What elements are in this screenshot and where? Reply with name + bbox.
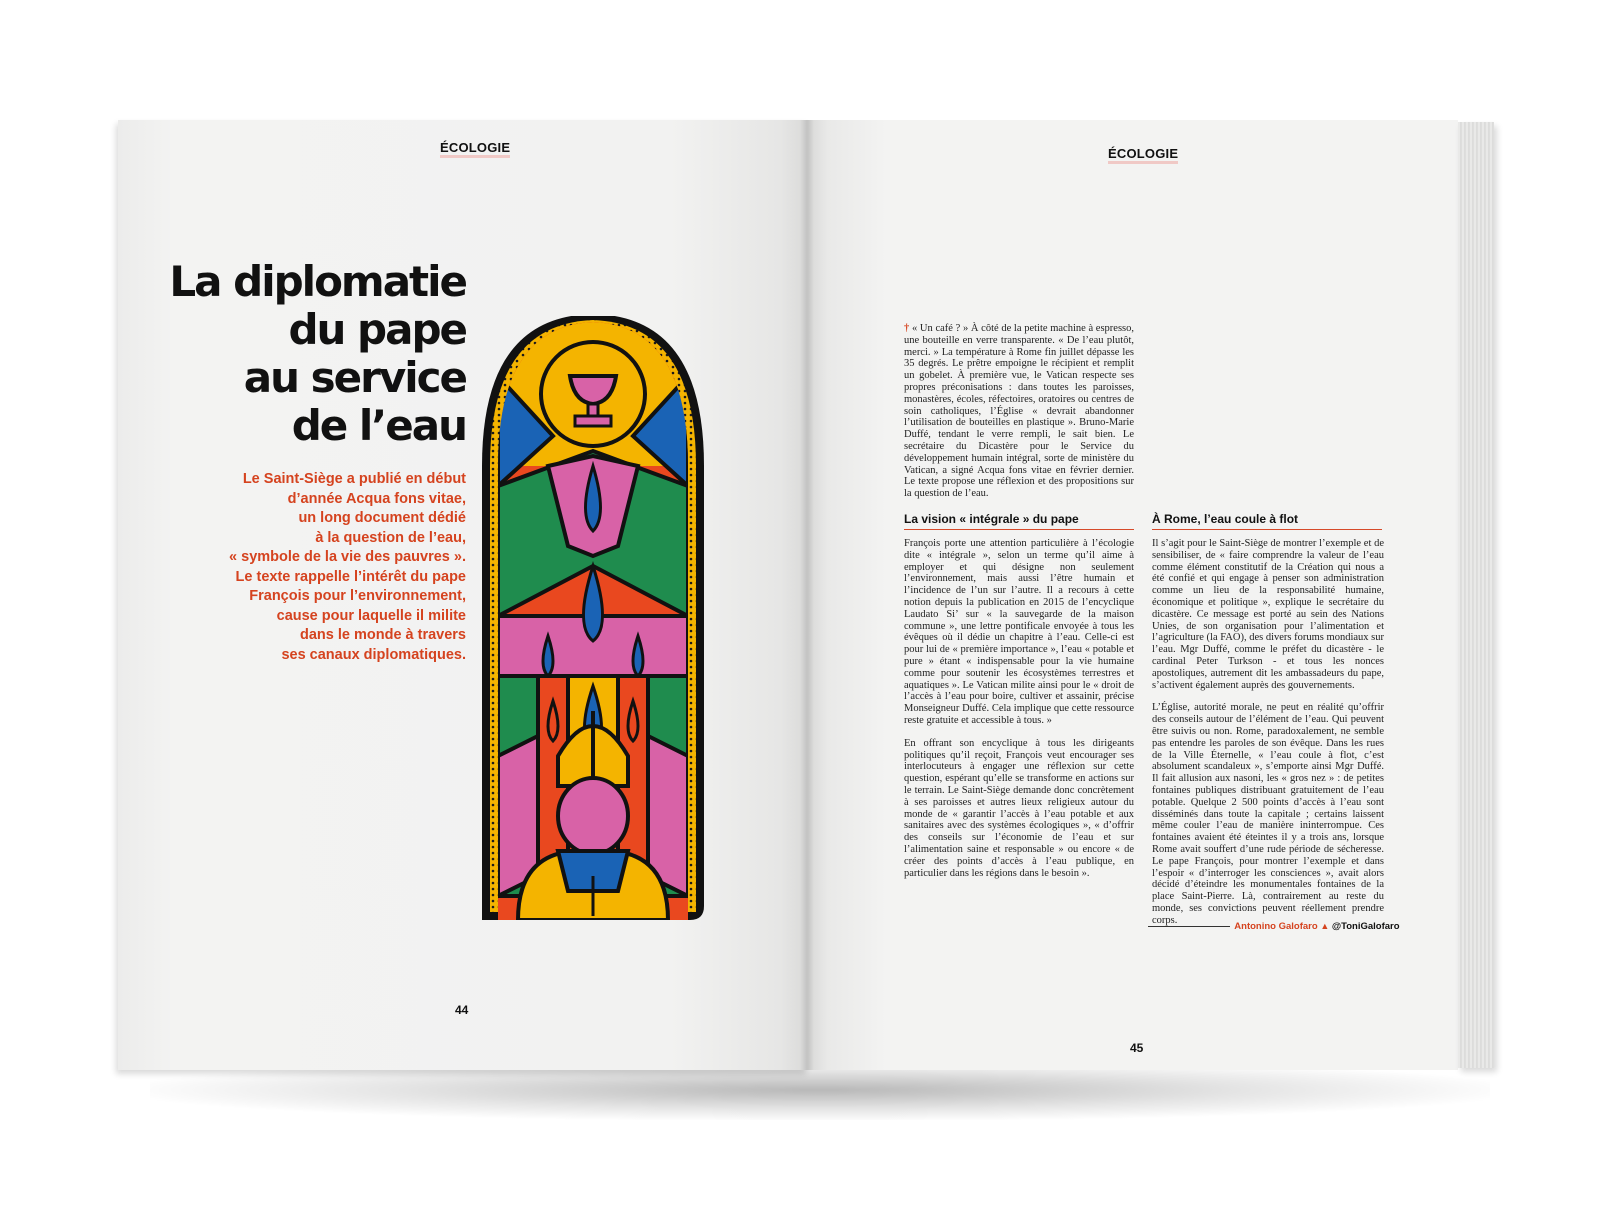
- author-name: Antonino Galofaro: [1234, 921, 1318, 932]
- subhead-rome: À Rome, l’eau coule à flot: [1152, 512, 1382, 530]
- column-1: [904, 538, 1134, 890]
- bird-icon: ▲: [1320, 921, 1330, 931]
- left-section-tag: [440, 140, 510, 155]
- headline-line-1: La diplomatie: [169, 257, 466, 306]
- column-1-paragraph-1: François porte une attention particulière à l’écologie dite « intégrale », selon un terme qu’il aime à employer et qui désigne non seulement l’environnement, mais aussi l’être humain et l’incidence de l’un sur l’autre. Il a recours à cette notion depuis la publication en 2015 de l’encyclique Laudato Si’ sur « la sauvegarde de la maison commune », une lettre pontificale envoyée à tous les évêques où il dédie un chapitre à l’eau. Celle-ci est pour lui de « première importance », l’eau « potable et pure » étant « indispensable pour la vie humaine comme pour soutenir les écosystèmes terrestres et aquatiques ». Le Vatican milite ainsi pour le « droit de l’accès à l’eau pour boire, cultiver et assainir, précise Monseigneur Duffé. Cela implique que cette ressource reste gratuite et accessible à tous. »: [904, 538, 1134, 726]
- intro-text: « Un café ? » À côté de la petite machine à espresso, une bouteille en verre transparente. « De l’eau plutôt, merci. » La température à Rome fin juillet dépasse les 35 degrés. Le prêtre empoigne le récipient et remplit un gobelet. À première vue, le Vatican respecte ses propres préconisations : dans toutes les paroisses, monastères, écoles, réfectoires, oratoires ou centres de soin catholiques, l’Église « devrait abandonner l’utilisation de bouteilles en plastique ». Bruno-Marie Duffé, tendant le verre rempli, le sait bien. Le secrétaire du Dicastère pour le Service du développement humain intégral, sorte de ministère du Vatican, a signé Acqua fons vitae en février dernier. Le texte propose une réflexion et des propositions sur la question de l’eau.: [904, 323, 1135, 500]
- headline-line-2: du pape: [288, 305, 466, 354]
- standfirst-line: un long document dédié: [298, 510, 466, 526]
- standfirst-line: François pour l’environnement,: [249, 588, 466, 604]
- intro-mark: †: [904, 323, 910, 334]
- column-2-paragraph-1: Il s’agit pour le Saint-Siège de montrer l’exemple et de sensibiliser, de « faire comprendre la valeur de l’eau comme élément constitutif de la Création qui nous a été confié et qui engage à penser son administration comme un lieu de la responsabilité humaine, économique et politique », explique le secrétaire du dicastère. Ce message est porté au sein des Nations Unies, de son organisation pour l’alimentation et l’agriculture (la FAO), des divers forums mondiaux sur l’eau. Mgr Duffé, comme le préfet du dicastère - le cardinal Peter Turkson - et tous les nonces apostoliques, autrement dit les ambassadeurs du pape, s’activent également auprès des gouvernements.: [1152, 538, 1384, 691]
- page-edges: [1458, 122, 1494, 1068]
- left-page-number: 44: [455, 1003, 469, 1017]
- spine-fold: [800, 120, 814, 1070]
- column-2: [1152, 538, 1384, 938]
- headline: [126, 258, 466, 450]
- standfirst-line: cause pour laquelle il milite: [276, 607, 466, 624]
- standfirst-line: à la question de l’eau,: [315, 529, 466, 546]
- headline-line-4: de l’eau: [291, 401, 466, 450]
- signature-rule: [1148, 926, 1230, 927]
- right-page-number: 45: [1130, 1041, 1144, 1055]
- right-section-label: ÉCOLOGIE: [1108, 146, 1178, 164]
- standfirst-line: ses canaux diplomatiques.: [281, 646, 466, 663]
- left-section-label: ÉCOLOGIE: [440, 140, 510, 158]
- standfirst-line: Le Saint-Siège a publié en début: [242, 471, 466, 487]
- column-1-paragraph-2: En offrant son encyclique à tous les dirigeants politiques qu’il reçoit, François veut encourager ses interlocuteurs à engager une réflexion sur cette question, espérant qu’elle se transforme en actions sur le terrain. Le Saint-Siège demande donc concrètement à ses paroisses et autres lieux religieux autour du monde de « garantir l’accès à l’eau potable et aux sanitaires avec des systèmes écologiques », « d’offrir des conseils sur l’économie de l’eau et sur l’alimentation saine et responsable » ou encore « de créer des points d’accès à l’eau publique, en particulier dans les régions dans le besoin ».: [904, 737, 1134, 879]
- standfirst-line: « symbole de la vie des pauvres ».: [229, 549, 466, 565]
- author-handle: @ToniGalofaro: [1331, 921, 1400, 932]
- standfirst-line: dans le monde à travers: [299, 627, 466, 643]
- standfirst: [226, 470, 466, 665]
- author-signature: [1148, 921, 1400, 932]
- column-2-paragraph-2: L’Église, autorité morale, ne peut en réalité qu’offrir des conseils autour de l’élément de l’eau. Qui peuvent être suivis ou non. Rome, paradoxalement, ne semble pas entendre les paroles de son évêque. Dans les rues de la Ville Éternelle, « l’eau coule à flot, c’est absolument scandaleux », s’emporte ainsi Mgr Duffé. Il fait allusion aux nasoni, les « gros nez » : de petites fontaines publiques distribuant gratuitement de l’eau potable. Quelque 2 500 points d’accès à l’eau sont disséminés dans toute la capitale ; certains laissent même couler l’eau de manière ininterrompue. Ces fontaines avaient été éteintes il y a trois ans, lorsque Rome avait souffert d’une rude période de sécheresse. Le pape François, pour montrer l’exemple et dans l’espoir « d’interroger les consciences », avait alors décidé d’éteindre les monumentales fontaines de la place Saint-Pierre. Là, contrairement au reste du monde, ses convictions peuvent réellement prendre corps.: [1152, 702, 1384, 926]
- standfirst-line: Le texte rappelle l’intérêt du pape: [235, 568, 466, 585]
- subhead-vision: La vision « intégrale » du pape: [904, 512, 1134, 530]
- headline-line-3: au service: [243, 353, 466, 402]
- standfirst-line: d’année Acqua fons vitae,: [287, 490, 466, 507]
- stained-glass-illustration: [478, 316, 708, 920]
- right-section-tag: [1108, 146, 1178, 161]
- intro-paragraph: [904, 323, 1134, 500]
